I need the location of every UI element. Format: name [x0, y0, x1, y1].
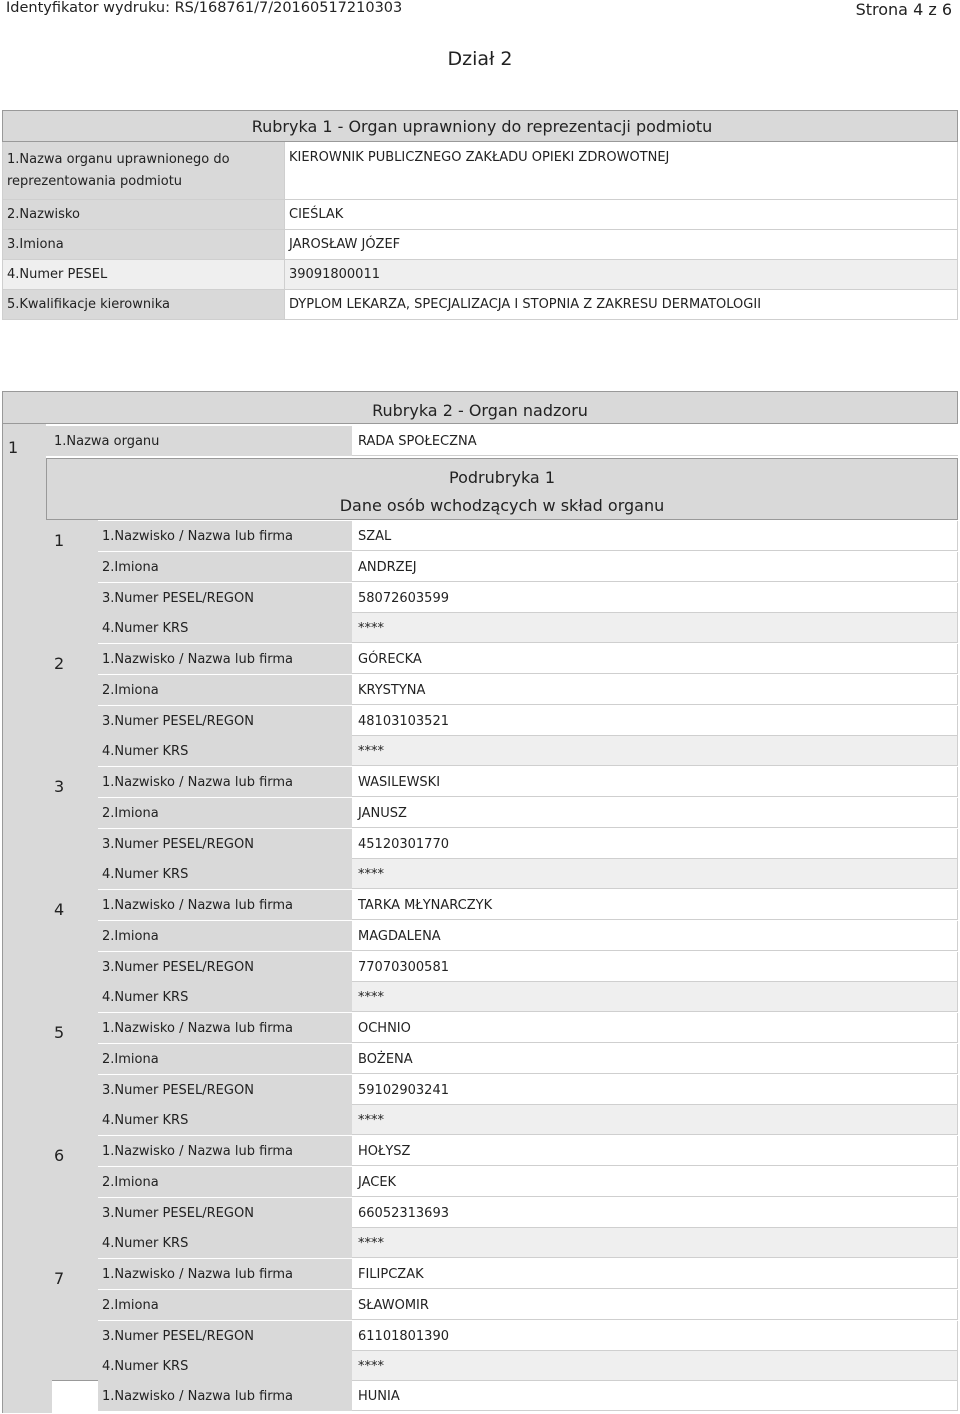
member-krs-label: 4.Numer KRS	[98, 982, 352, 1012]
member-row-krs	[98, 1105, 958, 1135]
member-pesel-label: 3.Numer PESEL/REGON	[98, 829, 352, 859]
member-block	[46, 1259, 958, 1382]
member-imiona-value: JANUSZ	[352, 798, 958, 828]
member-nazwisko-value: SZAL	[352, 521, 958, 551]
member-imiona-value: BOŻENA	[352, 1044, 958, 1074]
member-krs-value: ****	[352, 982, 958, 1012]
member-nazwisko-label: 1.Nazwisko / Nazwa lub firma	[98, 644, 352, 674]
rubryka2-title: Rubryka 2 - Organ nadzoru	[2, 391, 958, 424]
member-row-imiona	[98, 798, 958, 828]
member-row-krs	[98, 613, 958, 643]
member-pesel-label: 3.Numer PESEL/REGON	[98, 1321, 352, 1351]
member-number: 7	[54, 1269, 65, 1288]
rubryka2-entry-number: 1	[8, 438, 19, 457]
member-nazwisko-label: 1.Nazwisko / Nazwa lub firma	[98, 1013, 352, 1043]
field-label: 4.Numer PESEL	[3, 260, 285, 290]
member-nazwisko-value: TARKA MŁYNARCZYK	[352, 890, 958, 920]
member-row-imiona	[98, 1167, 958, 1197]
member-imiona-label: 2.Imiona	[98, 1044, 352, 1074]
member-imiona-label: 2.Imiona	[98, 798, 352, 828]
member-nazwisko-label: 1.Nazwisko / Nazwa lub firma	[98, 1136, 352, 1166]
member-nazwisko-value: OCHNIO	[352, 1013, 958, 1043]
member-imiona-label: 2.Imiona	[98, 675, 352, 705]
page-indicator: Strona 4 z 6	[855, 0, 952, 19]
member-nazwisko-value: GÓRECKA	[352, 644, 958, 674]
member-block	[46, 1136, 958, 1259]
member-nazwisko-value: FILIPCZAK	[352, 1259, 958, 1289]
member-row-pesel	[98, 1075, 958, 1105]
member-pesel-value: 66052313693	[352, 1198, 958, 1228]
member-imiona-value: SŁAWOMIR	[352, 1290, 958, 1320]
member-row-krs	[98, 736, 958, 766]
member-imiona-label: 2.Imiona	[98, 552, 352, 582]
member-block	[46, 521, 958, 644]
member-krs-label: 4.Numer KRS	[98, 859, 352, 889]
member-block	[46, 767, 958, 890]
member-nazwisko-value: HOŁYSZ	[352, 1136, 958, 1166]
member-row-krs	[98, 859, 958, 889]
member-number: 2	[54, 654, 65, 673]
field-value: 39091800011	[285, 260, 958, 290]
member-krs-value: ****	[352, 859, 958, 889]
member-number: 4	[54, 900, 65, 919]
member-pesel-value: 58072603599	[352, 583, 958, 613]
member-nazwisko-label: 1.Nazwisko / Nazwa lub firma	[98, 521, 352, 551]
member-imiona-label: 2.Imiona	[98, 921, 352, 951]
member-nazwisko-label: 1.Nazwisko / Nazwa lub firma	[98, 767, 352, 797]
rubryka1-table	[2, 110, 958, 320]
member-krs-value: ****	[352, 1105, 958, 1135]
member-krs-label: 4.Numer KRS	[98, 1351, 352, 1381]
field-value: KIEROWNIK PUBLICZNEGO ZAKŁADU OPIEKI ZDROWOTNEJ	[285, 142, 958, 200]
member-krs-value: ****	[352, 736, 958, 766]
member-row-partial	[98, 1381, 958, 1411]
member-krs-label: 4.Numer KRS	[98, 1105, 352, 1135]
member-row-krs	[98, 1228, 958, 1258]
member-row-pesel	[98, 952, 958, 982]
member-pesel-value: 45120301770	[352, 829, 958, 859]
member-row-nazwisko	[98, 1013, 958, 1043]
field-value: CIEŚLAK	[285, 200, 958, 230]
member-pesel-value: 77070300581	[352, 952, 958, 982]
member-surname-label: 1.Nazwisko / Nazwa lub firma	[98, 1381, 352, 1411]
blank-index-cell	[52, 1380, 98, 1414]
member-imiona-value: ANDRZEJ	[352, 552, 958, 582]
member-imiona-label: 2.Imiona	[98, 1290, 352, 1320]
member-row-imiona	[98, 552, 958, 582]
section-title: Dział 2	[447, 48, 513, 70]
member-pesel-label: 3.Numer PESEL/REGON	[98, 1075, 352, 1105]
member-pesel-value: 48103103521	[352, 706, 958, 736]
member-krs-value: ****	[352, 1228, 958, 1258]
member-krs-label: 4.Numer KRS	[98, 1228, 352, 1258]
member-row-imiona	[98, 1290, 958, 1320]
field-label: 3.Imiona	[3, 230, 285, 260]
member-row-nazwisko	[98, 890, 958, 920]
member-krs-value: ****	[352, 613, 958, 643]
member-row-pesel	[98, 829, 958, 859]
organ-name-value: RADA SPOŁECZNA	[352, 426, 958, 456]
member-row-pesel	[98, 706, 958, 736]
member-surname-value: HUNIA	[352, 1381, 958, 1411]
member-row-imiona	[98, 675, 958, 705]
member-number: 1	[54, 531, 65, 550]
rubryka2-index-column	[2, 424, 46, 1413]
member-imiona-value: MAGDALENA	[352, 921, 958, 951]
member-block	[46, 1013, 958, 1136]
member-imiona-label: 2.Imiona	[98, 1167, 352, 1197]
member-row-nazwisko	[98, 1259, 958, 1289]
member-pesel-label: 3.Numer PESEL/REGON	[98, 1198, 352, 1228]
print-identifier: Identyfikator wydruku: RS/168761/7/20160517210303	[6, 0, 403, 16]
member-krs-value: ****	[352, 1351, 958, 1381]
field-label: 2.Nazwisko	[3, 200, 285, 230]
member-krs-label: 4.Numer KRS	[98, 736, 352, 766]
member-row-nazwisko	[98, 767, 958, 797]
field-label: 1.Nazwa organu uprawnionego do reprezentowania podmiotu	[3, 142, 285, 200]
field-value: JAROSŁAW JÓZEF	[285, 230, 958, 260]
member-number: 5	[54, 1023, 65, 1042]
member-row-krs	[98, 1351, 958, 1381]
member-pesel-label: 3.Numer PESEL/REGON	[98, 706, 352, 736]
member-row-nazwisko	[98, 1136, 958, 1166]
member-row-nazwisko	[98, 521, 958, 551]
member-row-imiona	[98, 1044, 958, 1074]
member-row-imiona	[98, 921, 958, 951]
subsection-header	[46, 458, 958, 520]
field-label: 5.Kwalifikacje kierownika	[3, 290, 285, 320]
member-nazwisko-value: WASILEWSKI	[352, 767, 958, 797]
member-block	[46, 644, 958, 767]
member-row-pesel	[98, 583, 958, 613]
rubryka1-title: Rubryka 1 - Organ uprawniony do reprezentacji podmiotu	[3, 111, 958, 142]
member-nazwisko-label: 1.Nazwisko / Nazwa lub firma	[98, 890, 352, 920]
subsection-subtitle: Dane osób wchodzących w skład organu	[339, 496, 665, 515]
member-number: 6	[54, 1146, 65, 1165]
member-row-nazwisko	[98, 644, 958, 674]
subsection-title: Podrubryka 1	[449, 468, 555, 487]
member-number: 3	[54, 777, 65, 796]
member-imiona-value: KRYSTYNA	[352, 675, 958, 705]
member-imiona-value: JACEK	[352, 1167, 958, 1197]
member-pesel-label: 3.Numer PESEL/REGON	[98, 583, 352, 613]
organ-name-label: 1.Nazwa organu	[46, 426, 352, 456]
member-block	[46, 890, 958, 1013]
member-row-pesel	[98, 1198, 958, 1228]
member-pesel-value: 61101801390	[352, 1321, 958, 1351]
member-krs-label: 4.Numer KRS	[98, 613, 352, 643]
member-row-pesel	[98, 1321, 958, 1351]
field-value: DYPLOM LEKARZA, SPECJALIZACJA I STOPNIA Z ZAKRESU DERMATOLOGII	[285, 290, 958, 320]
member-pesel-value: 59102903241	[352, 1075, 958, 1105]
member-nazwisko-label: 1.Nazwisko / Nazwa lub firma	[98, 1259, 352, 1289]
member-row-krs	[98, 982, 958, 1012]
member-pesel-label: 3.Numer PESEL/REGON	[98, 952, 352, 982]
